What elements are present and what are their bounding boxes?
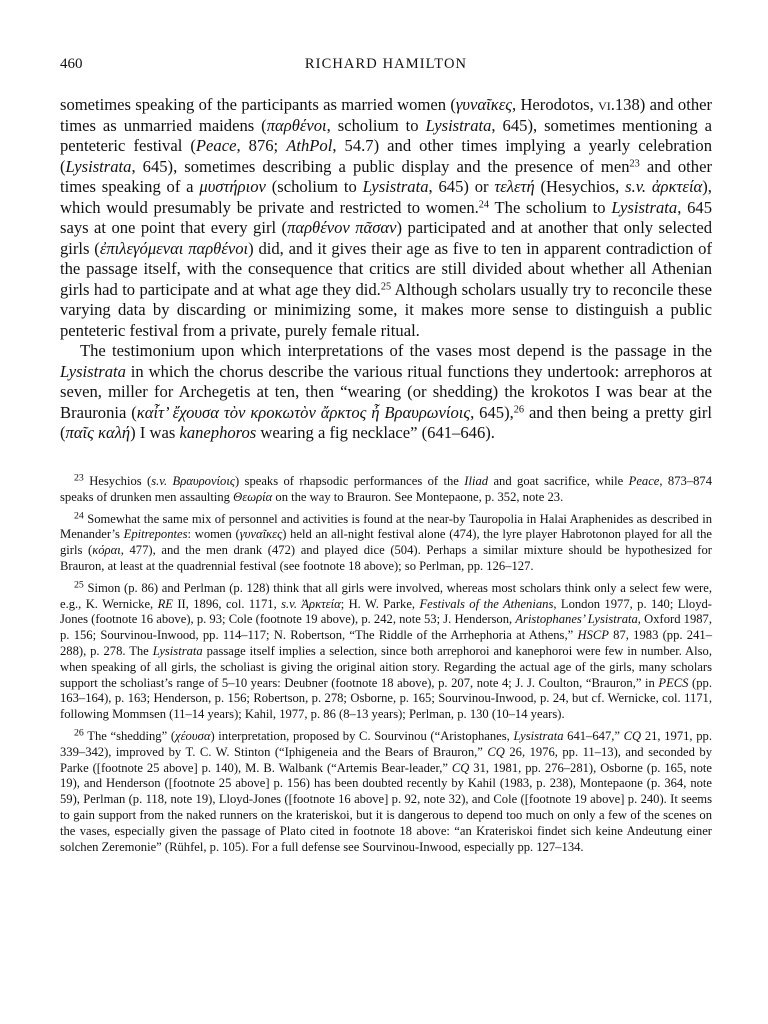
footnote-number: 25 (74, 579, 84, 591)
page-number: 460 (60, 56, 83, 72)
footnote-25: $^{25}$ Simon (p. 86) and Perlman (p. 128) think that all girls were involved, whereas most scholars think only a select few were, e.g., K. Wernicke, RE II, 1896, col. 1171, s.v. Ἀρκτεία; H. W. Parke, Festivals of the Athenians, London 1977, p. 140; Lloyd-Jones (footnote 16 above), p. 93; Cole (footnote 19 above), p. 242, note 53; J. Henderson, Aristophanes’ Lysistrata, Oxford 1987, p. 156; Sourvinou-Inwood, pp. 114–117; N. Robertson, “The Riddle of the Arrhephoria at Athens,” HSCP 87, 1983 (pp. 241–288), p. 278. The Lysistrata passage itself implies a selection, since both arrephoroi and kanephoroi were few in number. Also, when speaking of all girls, the scholiast is giving the original aition story. Regarding the actual age of the girls, many scholars support the scholiast’s range of 5–10 years: Deubner (footnote 18 above), p. 207, note 4; J. J. Coulton, “Brauron,” in PECS (pp. 163–164), p. 163; Henderson, p. 156; Robertson, p. 278; Osborne, p. 165; Sourvinou-Inwood, p. 24, but cf. Wernicke, col. 1171, following Mommsen (11–14 years); Kahil, 1977, p. 86 (8–13 years); Perlman, p. 130 (10–14 years). (60, 579, 713, 722)
page-header (60, 56, 712, 78)
footnote-24: $^{24}$ Somewhat the same mix of personnel and activities is found at the near-by Tauropolia in Halai Araphenides as described in Menander’s Epitrepontes: women (γυναῖκες) held an all-night festival alone (474), the lyre player Habrotonon played for all the girls (κόραι, 477), and the men drank (472) and played dice (504). Perhaps a similar mixture should be hypothesized for Brauron, at least at the quadrennial festival (see footnote 18 above); so Perlman, pp. 126–127. (60, 510, 712, 573)
footnote-number: 26 (74, 727, 84, 739)
footnote-ref-23[interactable]: 23 (629, 157, 640, 169)
running-head: RICHARD HAMILTON (304, 56, 468, 72)
footnote-ref-24[interactable]: 24 (478, 198, 490, 210)
footnote-number: 24 (74, 510, 84, 522)
footnotes (60, 474, 712, 861)
footnote-ref-26[interactable]: 26 (513, 403, 525, 415)
footnote-23: $^{23}$ Hesychios (s.v. Βραυρονίοις) speaks of rhapsodic performances of the Iliad and goat sacrifice, while Peace, 873–874 speaks of drunken men assaulting Θεωρία on the way to Brauron. See Montepaone, p. 352, note 23. (60, 472, 713, 504)
paragraph-2: The testimonium upon which interpretations of the vases most depend is the passage in the Lysistrata in which the chorus describe the various ritual functions they undertook: arrephoros at seven, miller for Archegetis at ten, then “wearing (or shedding) the krokotos I was bear at the Brauronia (καἶτ’ ἔχουσα τὸν κροκωτὸν ἄρκτος ἦ Βραυρωνίοις, 645),$^{26}$ and then being a pretty girl (παῖς καλή) I was kanephoros wearing a fig necklace” (641–646). (60, 341, 712, 442)
footnote-number: 23 (74, 472, 84, 484)
paragraph-1: sometimes speaking of the participants as married women (γυναῖκες, Herodotos, vi.138) and other times as unmarried maidens (παρθένοι, scholium to Lysistrata, 645), sometimes mentioning a penteteric festival (Peace, 876; AthPol, 54.7) and other times implying a yearly celebration (Lysistrata, 645), sometimes describing a public display and the presence of men$^{23}$ and other times speaking of a μυστήριον (scholium to Lysistrata, 645) or τελετή (Hesychios, s.v. ἀρκτεία), which would presumably be private and restricted to women.$^{24}$ The scholium to Lysistrata, 645 says at one point that every girl (παρθένον πᾶσαν) participated and at another that only selected girls (ἐπιλεγόμεναι παρθένοι) did, and it gives their age as five to ten in apparent contradiction of the passage itself, with the consequence that critics are still divided about whether all Athenian girls had to participate and at what age they did.$^{25}$ Although scholars usually try to reconcile these varying data by discarding or minimizing some, it makes more sense to distinguish a public penteteric festival from a private, purely female ritual. (60, 95, 713, 340)
footnote-ref-25[interactable]: 25 (380, 280, 392, 292)
footnote-26: $^{26}$ The “shedding” (χέουσα) interpretation, proposed by C. Sourvinou (“Aristophanes, Lysistrata 641–647,” CQ 21, 1971, pp. 339–342), improved by T. C. W. Stinton (“Iphigeneia and the Bears of Brauron,” CQ 26, 1976, pp. 11–13), and seconded by Parke ([footnote 25 above] p. 140), M. B. Walbank (“Artemis Bear-leader,” CQ 31, 1981, pp. 276–281), Osborne (p. 165, note 19), and Henderson ([footnote 25 above] p. 156) has been doubted recently by Kahil (1983, p. 238), Montepaone (p. 364, note 59), Perlman (p. 118, note 19), Lloyd-Jones ([footnote 16 above] p. 92, note 32), and Cole ([footnote 19 above] p. 240). It seems to gain support from the naked runners on the krateriskoi, but it is dangerous to depend too much on only a few of the scenes on the vases, especially given the passage of Plato cited in footnote 18 above: “an Krateriskoi findet sich keine Andeutung einer solchen Zeremonie” (Rühfel, p. 105). For a full defense see Sourvinou-Inwood, especially pp. 127–134. (60, 727, 712, 854)
main-text (60, 95, 712, 444)
